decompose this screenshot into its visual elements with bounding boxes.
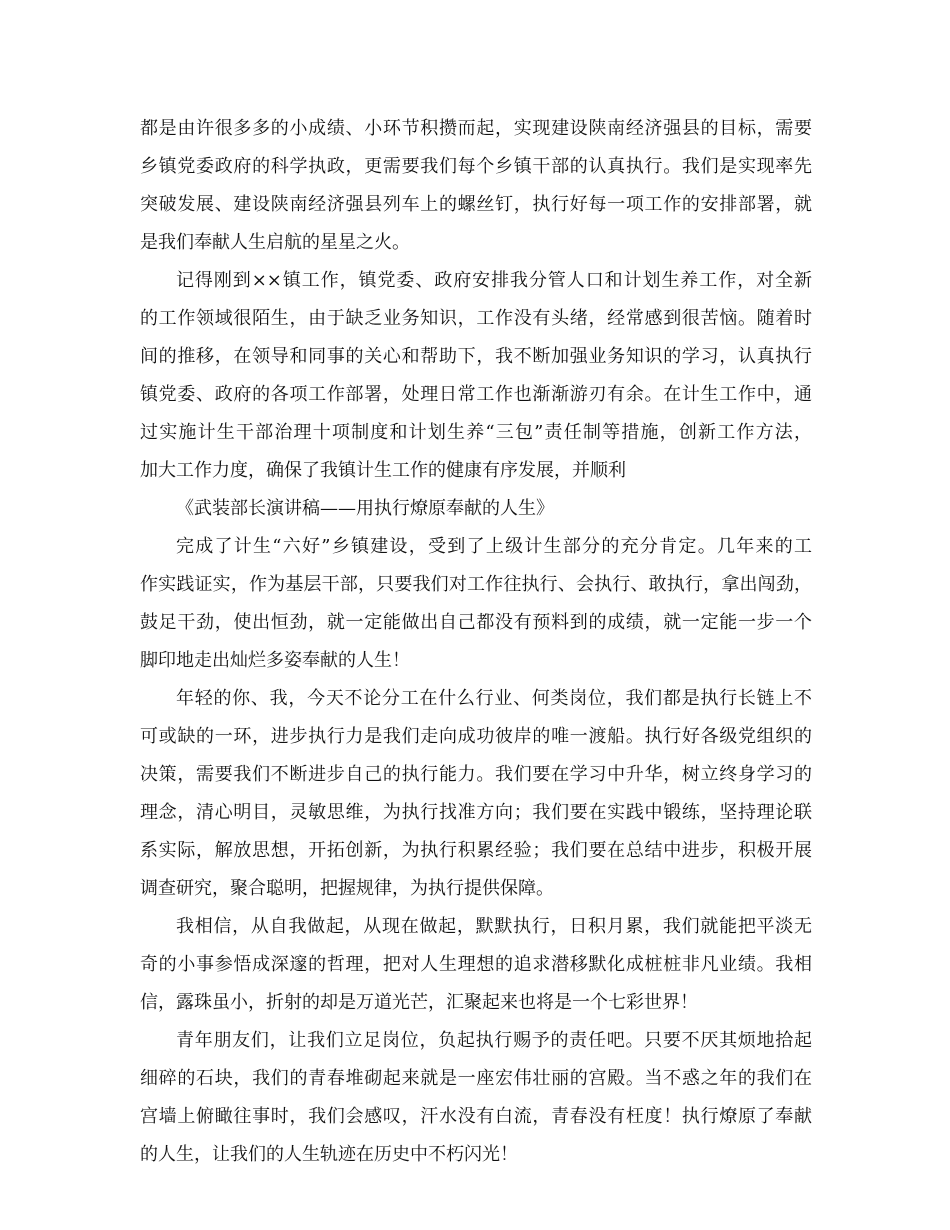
text-line: 细碎的石块，我们的青春堆砌起来就是一座宏伟壮丽的宫殿。当不惑之年的我们在 [140, 1068, 812, 1089]
text-line: 青年朋友们，让我们立足岗位，负起执行赐予的责任吧。只要不厌其烦地拾起 [176, 1030, 812, 1051]
text-line: 的工作领域很陌生，由于缺乏业务知识，工作没有头绪，经常感到很苦恼。随着时 [140, 308, 812, 329]
text-line: 过实施计生干部治理十项制度和计划生养“三包”责任制等措施，创新工作方法， [140, 422, 812, 443]
text-line: 都是由许很多多的小成绩、小环节积攒而起，实现建设陕南经济强县的目标，需要 [140, 118, 812, 139]
text-line: 决策，需要我们不断进步自己的执行能力。我们要在学习中升华，树立终身学习的 [140, 764, 812, 785]
text-line: 鼓足干劲，使出恒劲，就一定能做出自己都没有预料到的成绩，就一定能一步一个 [140, 612, 812, 633]
text-line: 镇党委、政府的各项工作部署，处理日常工作也渐渐游刃有余。在计生工作中，通 [140, 384, 812, 405]
text-line: 系实际，解放思想，开拓创新，为执行积累经验；我们要在总结中进步，积极开展 [140, 840, 812, 861]
text-line: 是我们奉献人生启航的星星之火。 [140, 232, 410, 253]
text-line: 奇的小事参悟成深邃的哲理，把对人生理想的追求潜移默化成桩桩非凡业绩。我相 [140, 954, 812, 975]
text-line: 乡镇党委政府的科学执政，更需要我们每个乡镇干部的认真执行。我们是实现率先 [140, 156, 812, 177]
text-line: 宫墙上俯瞰往事时，我们会感叹，汗水没有白流，青春没有枉度！执行燎原了奉献 [140, 1106, 812, 1127]
text-line: 突破发展、建设陕南经济强县列车上的螺丝钉，执行好每一项工作的安排部署，就 [140, 194, 812, 215]
text-line: 《武装部长演讲稿——用执行燎原奉献的人生》 [176, 498, 554, 519]
text-line: 年轻的你、我，今天不论分工在什么行业、何类岗位，我们都是执行长链上不 [176, 688, 812, 709]
text-line: 可或缺的一环，进步执行力是我们走向成功彼岸的唯一渡船。执行好各级党组织的 [140, 726, 812, 747]
text-line: 加大工作力度，确保了我镇计生工作的健康有序发展，并顺利 [140, 460, 626, 481]
text-line: 作实践证实，作为基层干部，只要我们对工作往执行、会执行、敢执行，拿出闯劲， [140, 574, 812, 595]
text-line: 信，露珠虽小，折射的却是万道光芒，汇聚起来也将是一个七彩世界！ [140, 992, 698, 1013]
document-body [140, 110, 812, 1174]
text-line: 间的推移，在领导和同事的关心和帮助下，我不断加强业务知识的学习，认真执行 [140, 346, 812, 367]
text-line: 调查研究，聚合聪明，把握规律，为执行提供保障。 [140, 878, 554, 899]
text-line: 记得刚到××镇工作，镇党委、政府安排我分管人口和计划生养工作，对全新 [176, 270, 812, 291]
text-line: 理念，清心明目，灵敏思维，为执行找准方向；我们要在实践中锻练，坚持理论联 [140, 802, 812, 823]
text-line: 脚印地走出灿烂多姿奉献的人生！ [140, 650, 410, 671]
text-line: 的人生，让我们的人生轨迹在历史中不朽闪光！ [140, 1144, 518, 1165]
text-line: 完成了计生“六好”乡镇建设，受到了上级计生部分的充分肯定。几年来的工 [176, 536, 812, 557]
text-line: 我相信，从自我做起，从现在做起，默默执行，日积月累，我们就能把平淡无 [176, 916, 812, 937]
